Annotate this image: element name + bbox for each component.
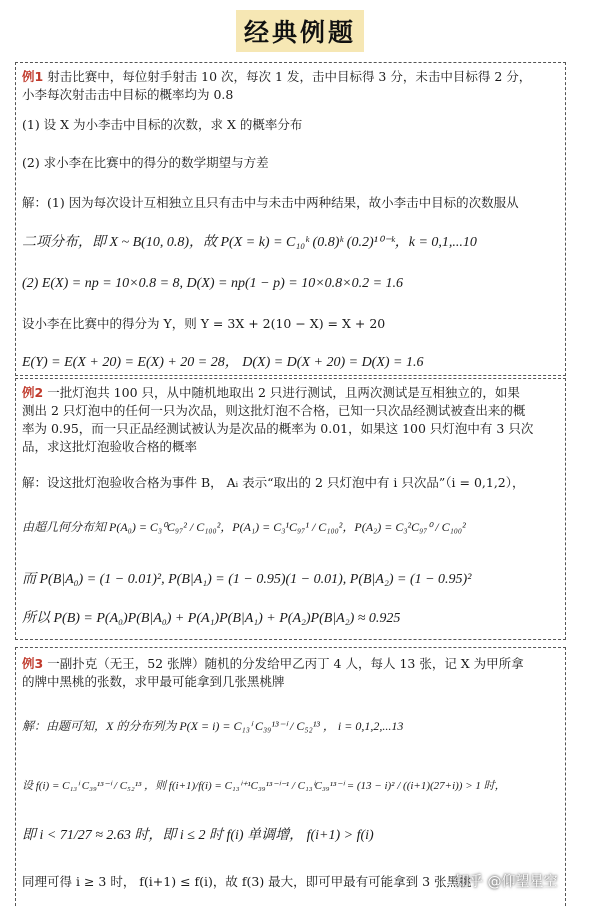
example-1-question-1: (1) 设 X 为小李击中目标的次数，求 X 的概率分布 bbox=[22, 117, 303, 132]
example-3-box bbox=[15, 647, 566, 906]
example-3-solution-2: 设 f(i) = C₁₃ⁱ C₃₉¹³⁻ⁱ / C₅₂¹³ ，则 f(i+1)/f(i) = C₁₃ⁱ⁺¹C₃₉¹³⁻ⁱ⁻¹ / C₁₃ⁱC₃₉¹³⁻ⁱ = (13 − i)² / ((i+1)(27+i)) > 1 时， bbox=[22, 780, 506, 792]
example-3-solution-3: 即 i < 71/27 ≈ 2.63 时，即 i ≤ 2 时 f(i) 单调增， f(i+1) > f(i) bbox=[22, 828, 374, 843]
example-1-question-2: (2) 求小李在比赛中的得分的数学期望与方差 bbox=[22, 155, 269, 170]
example-2-tag: 例2 bbox=[22, 385, 44, 400]
example-2-line-4: 品，求这批灯泡验收合格的概率 bbox=[22, 439, 198, 454]
example-3-tag: 例3 bbox=[22, 656, 44, 671]
example-2-solution-1: 解：设这批灯泡验收合格为事件 B， Aᵢ 表示“取出的 2 只灯泡中有 i 只次品”（i = 0,1,2）， bbox=[22, 475, 525, 490]
example-2-solution-3: 而 P(B|A₀) = (1 − 0.01)², P(B|A₁) = (1 − 0.95)(1 − 0.01), P(B|A₂) = (1 − 0.95)² bbox=[22, 572, 472, 587]
title-wrap bbox=[0, 10, 600, 52]
example-2-box bbox=[15, 378, 566, 640]
example-1-line-2: 小李每次射击击中目标的概率均为 0.8 bbox=[22, 87, 234, 102]
watermark: 知乎 @仰望星空 bbox=[455, 874, 558, 890]
page-title: 经典例题 bbox=[236, 10, 364, 52]
example-1-solution-5: E(Y) = E(X + 20) = E(X) + 20 = 28， D(X) = D(X + 20) = D(X) = 1.6 bbox=[22, 355, 424, 370]
example-1-solution-3: (2) E(X) = np = 10×0.8 = 8, D(X) = np(1 − p) = 10×0.8×0.2 = 1.6 bbox=[22, 276, 404, 291]
example-3-line-1: 例3 一副扑克（无王，52 张牌）随机的分发给甲乙丙丁 4 人，每人 13 张，记 X 为甲所拿 bbox=[22, 656, 524, 671]
example-3-solution-1: 解：由题可知，X 的分布列为 P(X = i) = C₁₃ⁱ C₃₉¹³⁻ⁱ / C₅₂¹³ ， i = 0,1,2,...13 bbox=[22, 719, 404, 733]
example-1-box bbox=[15, 62, 566, 376]
example-1-tag: 例1 bbox=[22, 69, 44, 84]
example-1-solution-1: 解：(1) 因为每次设计互相独立且只有击中与未击中两种结果，故小李击中目标的次数服从 bbox=[22, 195, 519, 210]
example-1-solution-4: 设小李在比赛中的得分为 Y，则 Y = 3X + 2(10 − X) = X + 20 bbox=[22, 316, 386, 331]
example-2-line-3: 率为 0.95，而一只正品经测试被认为是次品的概率为 0.01，如果这 100 只灯泡中有 3 只次 bbox=[22, 421, 534, 436]
example-1-line-1: 例1 射击比赛中，每位射手射击 10 次，每次 1 发，击中目标得 3 分，未击中目标得 2 分， bbox=[22, 69, 532, 84]
example-3-line-2: 的牌中黑桃的张数，求甲最可能拿到几张黑桃牌 bbox=[22, 674, 285, 689]
example-3-solution-4: 同理可得 i ≥ 3 时， f(i+1) ≤ f(i)，故 f(3) 最大，即可甲最有可能拿到 3 张黑桃 bbox=[22, 874, 472, 889]
example-2-line-1: 例2 一批灯泡共 100 只，从中随机地取出 2 只进行测试，且两次测试是互相独立的，如果 bbox=[22, 385, 520, 400]
example-1-solution-2: 二项分布，即 X ~ B(10, 0.8)，故 P(X = k) = C₁₀ᵏ (0.8)ᵏ (0.2)¹⁰⁻ᵏ，k = 0,1,...10 bbox=[22, 235, 477, 250]
example-2-solution-4: 所以 P(B) = P(A₀)P(B|A₀) + P(A₁)P(B|A₁) + P(A₂)P(B|A₂) ≈ 0.925 bbox=[22, 611, 401, 626]
example-2-solution-2: 由超几何分布知 P(A₀) = C₃⁰C₉₇² / C₁₀₀²，P(A₁) = C₃¹C₉₇¹ / C₁₀₀²，P(A₂) = C₃²C₉₇⁰ / C₁₀₀² bbox=[22, 520, 466, 534]
example-2-line-2: 测出 2 只灯泡中的任何一只为次品，则这批灯泡不合格，已知一只次品经测试被查出来的概 bbox=[22, 403, 526, 418]
